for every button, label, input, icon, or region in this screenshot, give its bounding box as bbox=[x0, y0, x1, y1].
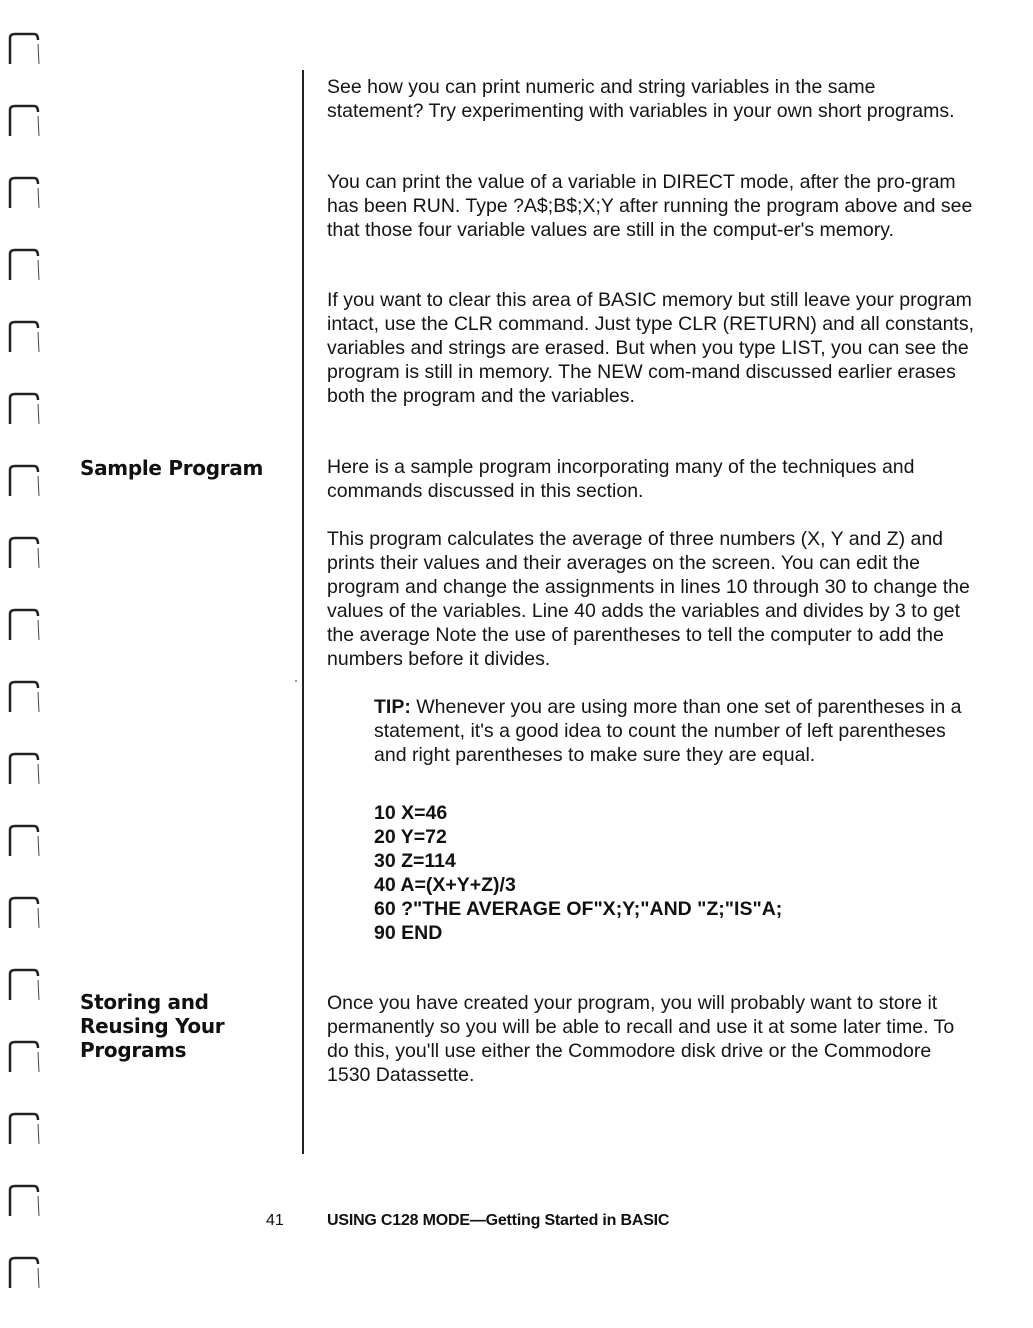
code-line: 20 Y=72 bbox=[374, 826, 447, 848]
tip-label: TIP: bbox=[374, 696, 411, 718]
code-line: 60 ?"THE AVERAGE OF"X;Y;"AND "Z;"IS"A; bbox=[374, 898, 783, 920]
binder-ring-icon bbox=[6, 822, 40, 858]
binder-ring-icon bbox=[6, 318, 40, 354]
binder-ring-icon bbox=[6, 750, 40, 786]
code-line: 30 Z=114 bbox=[374, 850, 456, 872]
code-line: 10 X=46 bbox=[374, 802, 448, 824]
section-heading-storing bbox=[80, 990, 280, 1062]
intro-paragraph-3: If you want to clear this area of BASIC memory but still leave your program intact, use the CLR command. Just type CLR (RETURN) and all constants, variables and strings are erased. But when you type LIST, you can see the program is still in memory. The NEW com-mand discussed earlier erases both the program and the variables. bbox=[327, 289, 975, 407]
binder-ring-icon bbox=[6, 1254, 40, 1290]
print-speck bbox=[295, 680, 297, 682]
section-heading-sample-program: Sample Program bbox=[80, 456, 264, 480]
code-line: 40 A=(X+Y+Z)/3 bbox=[374, 874, 516, 896]
binder-ring-icon bbox=[6, 246, 40, 282]
binder-ring-icon bbox=[6, 390, 40, 426]
column-divider bbox=[302, 70, 304, 1154]
section-heading-line: Reusing Your bbox=[80, 1014, 225, 1038]
code-listing bbox=[374, 801, 934, 945]
sample-program-paragraph-1: Here is a sample program incorporating many of the techniques and commands discussed in this section. bbox=[327, 456, 915, 502]
binder-ring-icon bbox=[6, 174, 40, 210]
sample-program-paragraph-2: This program calculates the average of three numbers (X, Y and Z) and prints their values and their averages on the screen. You can edit the program and change the assignments in lines 10 through 30 to change the values of the variables. Line 40 adds the variables and divides by 3 to get the average Note the use of parentheses to tell the computer to add the numbers before it divides. bbox=[327, 528, 970, 670]
section-heading-line: Programs bbox=[80, 1038, 187, 1062]
binder-ring-icon bbox=[6, 678, 40, 714]
binder-ring-icon bbox=[6, 606, 40, 642]
storing-paragraph-1: Once you have created your program, you will probably want to store it permanently so you will be able to recall and use it at some later time. To do this, you'll use either the Commodore disk drive or the Commodore 1530 Datassette. bbox=[327, 992, 955, 1086]
intro-paragraph-2: You can print the value of a variable in DIRECT mode, after the pro-gram has been RUN. Type ?A$;B$;X;Y after running the program above and see that those four variable values are still in the comput-er's memory. bbox=[327, 171, 973, 241]
running-footer-title: USING C128 MODE—Getting Started in BASIC bbox=[327, 1212, 670, 1229]
binder-ring-icon bbox=[6, 1110, 40, 1146]
binder-ring-icon bbox=[6, 1038, 40, 1074]
page-number: 41 bbox=[266, 1212, 284, 1229]
binder-ring-icon bbox=[6, 30, 40, 66]
binder-ring-icon bbox=[6, 462, 40, 498]
binder-rings bbox=[6, 0, 46, 1328]
binder-ring-icon bbox=[6, 102, 40, 138]
tip-box bbox=[374, 695, 974, 767]
binder-ring-icon bbox=[6, 966, 40, 1002]
tip-text: Whenever you are using more than one set of parentheses in a statement, it's a good idea to count the number of left parentheses and right parentheses to make sure they are equal. bbox=[374, 696, 962, 766]
intro-paragraph-1: See how you can print numeric and string variables in the same statement? Try experimenting with variables in your own short programs. bbox=[327, 76, 955, 122]
code-line: 90 END bbox=[374, 922, 443, 944]
section-heading-line: Storing and bbox=[80, 990, 209, 1014]
binder-ring-icon bbox=[6, 534, 40, 570]
binder-ring-icon bbox=[6, 1182, 40, 1218]
binder-ring-icon bbox=[6, 894, 40, 930]
